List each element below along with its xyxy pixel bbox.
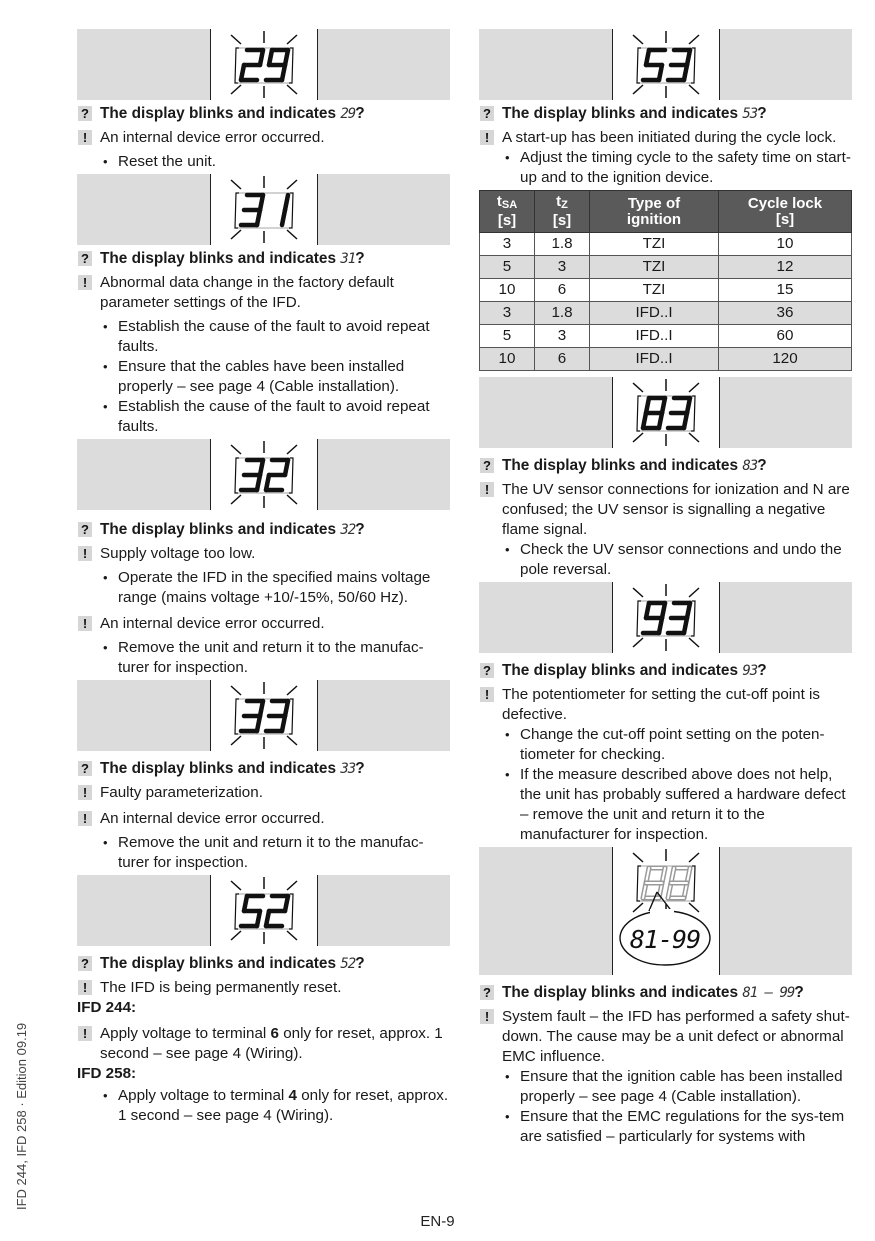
table-row — [480, 302, 852, 325]
table-cell: 3 — [480, 302, 535, 325]
answer: ! An internal device error occurred. — [77, 614, 450, 634]
blink-ray-icon — [633, 433, 643, 442]
exclamation-icon: ! — [78, 1026, 92, 1041]
page-number: EN-9 — [420, 1213, 455, 1230]
segment-c — [257, 475, 260, 490]
answer: ! Supply voltage too low. — [77, 544, 450, 564]
exclamation-icon: ! — [480, 1009, 494, 1024]
table-cell: 36 — [719, 302, 852, 325]
question-53: ? The display blinks and indicates 53? — [479, 104, 852, 124]
segment-b — [285, 701, 288, 716]
error-code: 31 — [340, 251, 356, 267]
header-tsa: $t_{SA}$ [s] — [480, 191, 535, 233]
question-31: ? The display blinks and indicates 31? — [77, 249, 450, 269]
table-cell: 10 — [480, 348, 535, 371]
blink-ray-icon — [633, 383, 643, 392]
table-cell: 12 — [719, 256, 852, 279]
exclamation-icon: ! — [78, 275, 92, 290]
seven-segment-display — [613, 582, 719, 653]
cycle-lock-table — [479, 190, 852, 371]
exclamation-icon: ! — [480, 482, 494, 497]
blink-ray-icon — [231, 230, 241, 239]
blink-ray-icon — [633, 638, 643, 647]
blink-ray-icon — [689, 588, 699, 597]
bullet-item: • Remove the unit and return it to the manufac-turer for inspection. — [77, 638, 450, 678]
answer: ! The UV sensor connections for ionization and N are confused; the UV sensor is signalling a negative flame signal. — [479, 480, 852, 540]
error-code: 81 – 99 — [742, 985, 795, 1001]
exclamation-icon: ! — [78, 546, 92, 561]
frame-left — [637, 396, 641, 431]
table-cell: 6 — [535, 348, 590, 371]
question-mark-icon: ? — [78, 522, 92, 537]
bullet-item: • Apply voltage to terminal 4 only for reset, approx. 1 second – see page 4 (Wiring). — [77, 1086, 450, 1126]
table-row — [480, 279, 852, 302]
answer: ! The IFD is being permanently reset. — [77, 978, 450, 998]
callout-code: 81-99 — [629, 925, 701, 954]
blink-ray-icon — [689, 383, 699, 392]
question-mark-icon: ? — [480, 458, 494, 473]
bullet-item: • Ensure that the ignition cable has been installed properly – see page 4 (Cable installation). — [479, 1067, 852, 1107]
table-row — [480, 233, 852, 256]
seven-segment-display — [613, 377, 719, 448]
exclamation-icon: ! — [480, 687, 494, 702]
segment-c — [684, 65, 687, 80]
blink-ray-icon — [287, 495, 297, 504]
blink-ray-icon — [287, 85, 297, 94]
question-mark-icon: ? — [78, 956, 92, 971]
exclamation-icon: ! — [78, 980, 92, 995]
header-tz: $t_Z$ [s] — [535, 191, 590, 233]
segment-b — [285, 460, 288, 475]
blink-ray-icon — [689, 85, 699, 94]
question-mark-icon: ? — [480, 663, 494, 678]
display-figure-29 — [77, 29, 450, 100]
blink-ray-icon — [633, 85, 643, 94]
segment-b — [260, 50, 263, 65]
table-cell: IFD..I — [590, 348, 719, 371]
table-cell: 3 — [535, 256, 590, 279]
blink-ray-icon — [633, 35, 643, 44]
error-code: 52 — [340, 956, 356, 972]
display-figure-52 — [77, 875, 450, 946]
error-code: 33 — [340, 761, 356, 777]
seven-segment-display — [211, 439, 317, 510]
blink-ray-icon — [231, 881, 241, 890]
table-cell: 10 — [480, 279, 535, 302]
answer: ! An internal device error occurred. — [77, 128, 450, 148]
frame-left — [235, 193, 239, 228]
table-row — [480, 256, 852, 279]
blink-ray-icon — [231, 180, 241, 189]
exclamation-icon: ! — [78, 616, 92, 631]
segment-c — [282, 210, 285, 225]
question-mark-icon: ? — [78, 251, 92, 266]
seven-segment-display — [211, 680, 317, 751]
table-cell: 5 — [480, 325, 535, 348]
segment-b — [260, 460, 263, 475]
seven-segment-display — [613, 29, 719, 100]
question-52: ? The display blinks and indicates 52? — [77, 954, 450, 974]
segment-b — [285, 896, 288, 911]
table-cell: TZI — [590, 256, 719, 279]
seven-segment-display — [211, 174, 317, 245]
answer: ! A start-up has been initiated during the cycle lock. — [479, 128, 852, 148]
seven-segment-display — [211, 29, 317, 100]
bullet-item: • Remove the unit and return it to the manufac-turer for inspection. — [77, 833, 450, 873]
frame-left — [637, 601, 641, 636]
segment-e — [643, 413, 646, 428]
segment-c — [684, 618, 687, 633]
frame-left — [637, 48, 641, 83]
blink-ray-icon — [689, 35, 699, 44]
right-column — [479, 29, 852, 1147]
display-figure-83 — [479, 377, 852, 448]
segment-b — [687, 398, 690, 413]
bullet-item: • Ensure that the cables have been installed properly – see page 4 (Cable installation). — [77, 357, 450, 397]
header-cycle-lock: Cycle lock [s] — [719, 191, 852, 233]
blink-ray-icon — [231, 495, 241, 504]
blink-ray-icon — [231, 85, 241, 94]
seven-segment-display — [211, 875, 317, 946]
answer: ! Apply voltage to terminal 6 only for reset, approx. 1 second – see page 4 (Wiring). — [77, 1024, 450, 1064]
question-93: ? The display blinks and indicates 93? — [479, 661, 852, 681]
blink-ray-icon — [231, 686, 241, 695]
frame-left — [235, 894, 239, 929]
frame-left — [235, 699, 239, 734]
blink-ray-icon — [231, 736, 241, 745]
display-figure-53 — [479, 29, 852, 100]
question-81-99: ? The display blinks and indicates 81 – 99? — [479, 983, 852, 1003]
segment-c — [282, 716, 285, 731]
table-cell: 1.8 — [535, 302, 590, 325]
table-cell: 10 — [719, 233, 852, 256]
blink-ray-icon — [287, 180, 297, 189]
exclamation-icon: ! — [78, 811, 92, 826]
table-cell: 3 — [480, 233, 535, 256]
exclamation-icon: ! — [78, 785, 92, 800]
edition-label: IFD 244, IFD 258 · Edition 09.19 — [14, 1022, 29, 1210]
answer: ! Abnormal data change in the factory default parameter settings of the IFD. — [77, 273, 450, 313]
blink-ray-icon — [287, 736, 297, 745]
left-column — [77, 29, 450, 1126]
frame-left — [235, 48, 239, 83]
table-cell: 1.8 — [535, 233, 590, 256]
table-cell: 5 — [480, 256, 535, 279]
display-figure-81-99 — [479, 847, 852, 975]
bullet-item: • Check the UV sensor connections and undo the pole reversal. — [479, 540, 852, 580]
segment-b — [687, 603, 690, 618]
table-cell: TZI — [590, 279, 719, 302]
question-32: ? The display blinks and indicates 32? — [77, 520, 450, 540]
callout-bubble — [613, 847, 719, 975]
error-code: 53 — [742, 106, 758, 122]
table-cell: 6 — [535, 279, 590, 302]
answer: ! The potentiometer for setting the cut-off point is defective. — [479, 685, 852, 725]
subheading-ifd-244: IFD 244: — [77, 999, 137, 1016]
segment-c — [257, 210, 260, 225]
table-row — [480, 348, 852, 371]
exclamation-icon: ! — [78, 130, 92, 145]
segment-c — [684, 413, 687, 428]
table-cell: 60 — [719, 325, 852, 348]
question-mark-icon: ? — [78, 761, 92, 776]
segment-b — [260, 701, 263, 716]
blink-ray-icon — [689, 433, 699, 442]
bullet-item: • Adjust the timing cycle to the safety time on start-up and to the ignition device. — [479, 148, 852, 188]
frame-left — [235, 458, 239, 493]
segment-b — [285, 50, 288, 65]
blink-ray-icon — [287, 931, 297, 940]
segment-b — [662, 398, 665, 413]
bullet-item: • Establish the cause of the fault to avoid repeat faults. — [77, 317, 450, 357]
table-cell: IFD..I — [590, 325, 719, 348]
blink-ray-icon — [689, 638, 699, 647]
bullet-item: • Reset the unit. — [77, 152, 450, 172]
display-figure-32 — [77, 439, 450, 510]
question-29: ? The display blinks and indicates 29? — [77, 104, 450, 124]
table-row — [480, 325, 852, 348]
blink-ray-icon — [231, 445, 241, 454]
blink-ray-icon — [287, 230, 297, 239]
question-mark-icon: ? — [480, 106, 494, 121]
table-header-row — [480, 191, 852, 233]
segment-b — [260, 195, 263, 210]
blink-ray-icon — [633, 588, 643, 597]
table-cell: 120 — [719, 348, 852, 371]
error-code: 29 — [340, 106, 356, 122]
blink-ray-icon — [231, 931, 241, 940]
segment-c — [257, 911, 260, 926]
display-figure-31 — [77, 174, 450, 245]
table-cell: IFD..I — [590, 302, 719, 325]
segment-b — [285, 195, 288, 210]
answer: ! Faulty parameterization. — [77, 783, 450, 803]
segment-c — [659, 65, 662, 80]
question-mark-icon: ? — [78, 106, 92, 121]
header-ignition-type: Type of ignition — [590, 191, 719, 233]
segment-c — [257, 716, 260, 731]
blink-ray-icon — [287, 881, 297, 890]
blink-ray-icon — [287, 35, 297, 44]
question-mark-icon: ? — [480, 985, 494, 1000]
segment-b — [687, 50, 690, 65]
answer: ! System fault – the IFD has performed a safety shut-down. The cause may be a unit defect or abnormal EMC influence. — [479, 1007, 852, 1067]
segment-b — [662, 603, 665, 618]
question-33: ? The display blinks and indicates 33? — [77, 759, 450, 779]
blink-ray-icon — [287, 686, 297, 695]
error-code: 93 — [742, 663, 758, 679]
subheading-ifd-258: IFD 258: — [77, 1065, 137, 1082]
error-code: 32 — [340, 522, 356, 538]
table-cell: 15 — [719, 279, 852, 302]
table-cell: TZI — [590, 233, 719, 256]
bullet-item: • Operate the IFD in the specified mains voltage range (mains voltage +10/-15%, 50/60 Hz). — [77, 568, 450, 608]
exclamation-icon: ! — [480, 130, 494, 145]
bullet-item: • Ensure that the EMC regulations for the sys-tem are satisfied – particularly for systems with — [479, 1107, 852, 1147]
bullet-item: • If the measure described above does not help, the unit has probably suffered a hardware defect – remove the unit and return it to the manufacturer for inspection. — [479, 765, 852, 845]
blink-ray-icon — [231, 35, 241, 44]
error-code: 83 — [742, 458, 758, 474]
display-figure-33 — [77, 680, 450, 751]
bullet-item: • Establish the cause of the fault to avoid repeat faults. — [77, 397, 450, 437]
blink-ray-icon — [287, 445, 297, 454]
question-83: ? The display blinks and indicates 83? — [479, 456, 852, 476]
display-figure-93 — [479, 582, 852, 653]
bullet-item: • Change the cut-off point setting on the poten-tiometer for checking. — [479, 725, 852, 765]
table-cell: 3 — [535, 325, 590, 348]
answer: ! An internal device error occurred. — [77, 809, 450, 829]
